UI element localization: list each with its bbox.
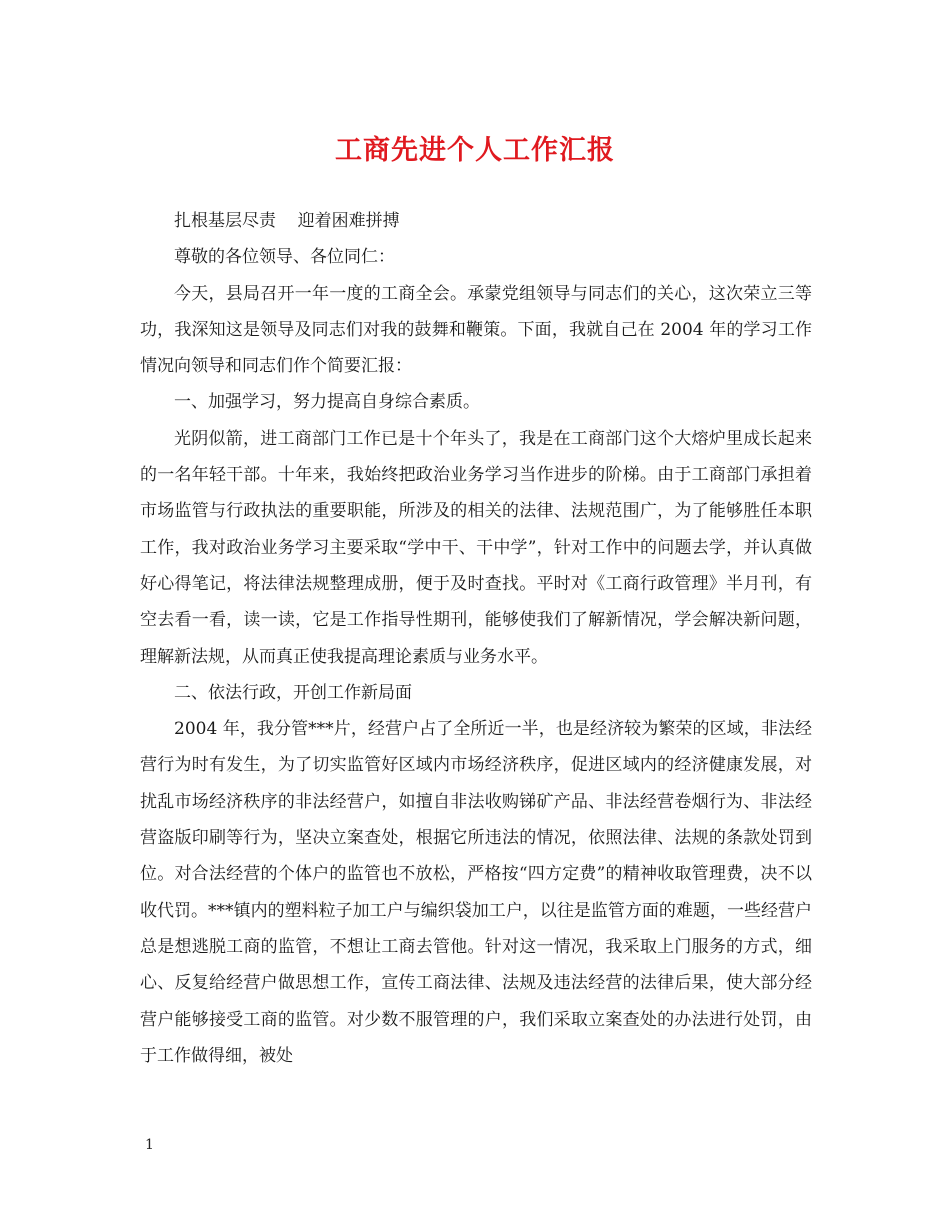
paragraph-administration: 2004 年，我分管***片，经营户占了全所近一半，也是经济较为繁荣的区域，非法经营行为时有发生，为了切实监管好区域内市场经济秩序，促进区域内的经济健康发展，对扰乱市场经济秩序的非法经营户，如擅自非法收购锑矿产品、非法经营卷烟行为、非法经营盗版印刷等行为，坚决立案查处，根据它所违法的情况，依照法律、法规的条款处罚到位。对合法经营的个体户的监管也不放松，严格按“四方定费”的精神收取管理费，决不以收代罚。***镇内的塑料粒子加工户与编织袋加工户，以往是监管方面的难题，一些经营户总是想逃脱工商的监管，不想让工商去管他。针对这一情况，我采取上门服务的方式，细心、反复给经营户做思想工作，宣传工商法律、法规及违法经营的法律后果，使大部分经营户能够接受工商的监管。对少数不服管理的户，我们采取立案查处的办法进行处罚，由于工作做得细，被处: [140, 719, 812, 1066]
section-heading-1: 一、加强学习，努力提高自身综合素质。: [174, 392, 480, 413]
document-title: 工商先进个人工作汇报: [335, 135, 615, 166]
paragraph-study: 光阴似箭，进工商部门工作已是十个年头了，我是在工商部门这个大熔炉里成长起来的一名年轻干部。十年来，我始终把政治业务学习当作进步的阶梯。由于工商部门承担着市场监管与行政执法的重要职能，所涉及的相关的法律、法规范围广，为了能够胜任本职工作，我对政治业务学习主要采取“学中干、干中学”，针对工作中的问题去学，并认真做好心得笔记，将法律法规整理成册，便于及时查找。平时对《工商行政管理》半月刊，有空去看一看，读一读，它是工作指导性期刊，能够使我们了解新情况，学会解决新问题，理解新法规，从而真正使我提高理论素质与业务水平。: [140, 428, 812, 667]
document-subtitle: 扎根基层尽责 迎着困难拼搏: [174, 211, 400, 231]
salutation: 尊敬的各位领导、各位同仁：: [174, 247, 395, 268]
page-number: 1: [145, 1137, 154, 1153]
section-heading-2: 二、依法行政，开创工作新局面: [174, 682, 412, 703]
paragraph-intro: 今天，县局召开一年一度的工商全会。承蒙党组领导与同志们的关心，这次荣立三等功，我深知这是领导及同志们对我的鼓舞和鞭策。下面，我就自己在 2004 年的学习工作情况向领导和同志们作个简要汇报：: [140, 283, 812, 377]
document-body: [140, 203, 812, 1074]
